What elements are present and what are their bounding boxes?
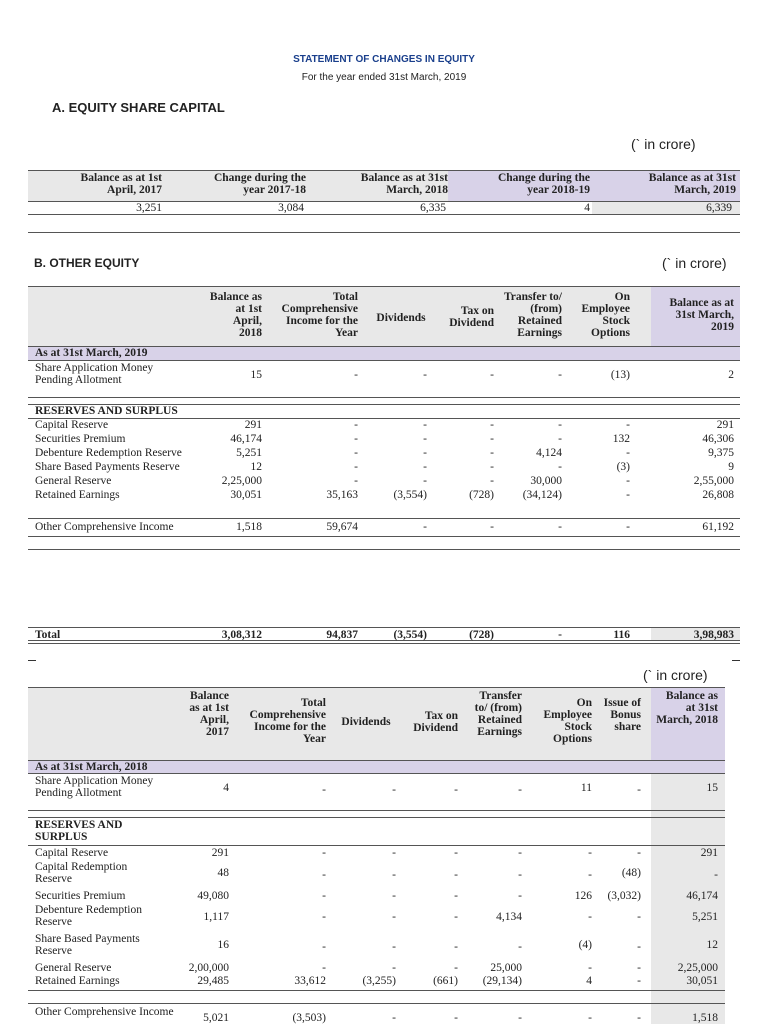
cell: - (322, 784, 326, 796)
cell: - (626, 521, 630, 533)
cell: - (454, 890, 458, 902)
divider (28, 549, 740, 550)
section-b-col-header: Balance as at 31st March, 2019 (669, 297, 734, 333)
cell: - (518, 890, 522, 902)
cell: - (637, 941, 641, 953)
cell: 26,808 (702, 489, 734, 501)
total-cell: 3,08,312 (221, 629, 262, 641)
divider (28, 536, 740, 537)
row-label: General Reserve (35, 475, 112, 487)
total-cell: - (558, 629, 562, 641)
cell: 9 (728, 461, 734, 473)
cell: - (626, 447, 630, 459)
section-c-col-header: On Employee Stock Options (543, 697, 592, 745)
divider (28, 990, 725, 991)
cell: - (392, 962, 396, 974)
cell: 11 (580, 782, 592, 794)
section-a-col-header: Balance as at 31st March, 2019 (648, 172, 736, 196)
divider (28, 518, 740, 519)
cell: 49,080 (197, 890, 229, 902)
cell: 4 (223, 782, 229, 794)
cell: - (354, 433, 358, 445)
cell: 30,051 (686, 975, 718, 987)
cell: (3,032) (607, 890, 641, 902)
page-mark (732, 660, 740, 661)
section-c-period-label: As at 31st March, 2018 (35, 761, 148, 773)
row-label: Share Application Money Pending Allotment (35, 775, 154, 799)
row-label: Share Based Payments Reserve (35, 461, 180, 473)
cell: - (392, 941, 396, 953)
section-b-col-header: On Employee Stock Options (581, 291, 630, 339)
cell: (3,554) (393, 489, 427, 501)
section-c-col-header: Transfer to/ (from) Retained Earnings (474, 690, 522, 738)
total-divider (28, 627, 740, 628)
cell: - (423, 433, 427, 445)
divider (28, 232, 740, 233)
cell: - (637, 784, 641, 796)
row-label: Other Comprehensive Income (35, 521, 174, 533)
total-cell: 3,98,983 (693, 629, 734, 641)
cell: 1,518 (236, 521, 262, 533)
cell: - (423, 475, 427, 487)
section-b-col-header: Total Comprehensive Income for the Year (281, 291, 358, 339)
cell: - (354, 419, 358, 431)
cell: - (588, 962, 592, 974)
cell: 12 (706, 939, 718, 951)
cell: - (454, 847, 458, 859)
section-b-reserves-label: RESERVES AND SURPLUS (35, 405, 178, 417)
cell: 5,251 (236, 447, 262, 459)
cell: - (490, 369, 494, 381)
cell: (3,255) (362, 975, 396, 987)
cell: 2,25,000 (221, 475, 262, 487)
cell: - (454, 1012, 458, 1024)
divider (28, 810, 725, 811)
divider (28, 397, 740, 398)
cell: - (490, 475, 494, 487)
cell: 2,25,000 (677, 962, 718, 974)
section-a-value: 4 (584, 202, 590, 214)
cell: 4,124 (536, 447, 562, 459)
section-c-col-header: Balance as at 1st April, 2017 (189, 690, 229, 738)
cell: (29,134) (482, 975, 522, 987)
cell: - (637, 1012, 641, 1024)
cell: 59,674 (326, 521, 358, 533)
divider (28, 1003, 725, 1004)
cell: 291 (244, 419, 262, 431)
cell: 1,117 (203, 911, 229, 923)
cell: - (490, 461, 494, 473)
row-label: Other Comprehensive Income (35, 1006, 174, 1018)
cell: - (490, 433, 494, 445)
cell: - (392, 911, 396, 923)
cell: - (392, 1012, 396, 1024)
row-label: Capital Reserve (35, 847, 109, 859)
divider (28, 214, 740, 215)
cell: - (518, 847, 522, 859)
row-label: Debenture Redemption Reserve (35, 447, 182, 459)
section-b-period-label: As at 31st March, 2019 (35, 347, 148, 359)
cell: 132 (612, 433, 630, 445)
row-label: Share Application Money Pending Allotment (35, 362, 154, 386)
unit-label-a: (` in crore) (631, 136, 696, 152)
cell: 12 (250, 461, 262, 473)
cell: - (626, 489, 630, 501)
cell: (728) (469, 489, 494, 501)
divider (28, 360, 740, 361)
section-a-col-header: Change during the year 2018-19 (497, 172, 590, 196)
cell: 30,051 (230, 489, 262, 501)
cell: - (490, 419, 494, 431)
row-label: Capital Reserve (35, 419, 109, 431)
cell: - (354, 369, 358, 381)
cell: - (454, 911, 458, 923)
cell: - (558, 433, 562, 445)
cell: - (423, 447, 427, 459)
total-cell: 116 (613, 629, 630, 641)
cell: - (423, 461, 427, 473)
cell: - (588, 1012, 592, 1024)
cell: - (354, 475, 358, 487)
cell: - (322, 911, 326, 923)
section-b-col-header: Balance as at 1st April, 2018 (209, 291, 262, 339)
cell: (3,503) (292, 1012, 326, 1024)
cell: 33,612 (294, 975, 326, 987)
cell: 5,021 (203, 1012, 229, 1024)
cell: - (322, 847, 326, 859)
section-a-value: 6,335 (420, 202, 446, 214)
page-mark (28, 660, 36, 661)
cell: - (454, 941, 458, 953)
cell: - (354, 447, 358, 459)
divider (28, 845, 725, 846)
total-divider (28, 643, 740, 644)
cell: - (637, 847, 641, 859)
divider (28, 170, 740, 171)
divider (28, 286, 740, 287)
row-label: Securities Premium (35, 890, 126, 902)
cell: 2 (728, 369, 734, 381)
section-c-col-header: Dividends (341, 716, 391, 728)
cell: 61,192 (702, 521, 734, 533)
cell: 1,518 (692, 1012, 718, 1024)
total-cell: (728) (469, 629, 494, 641)
cell: - (392, 847, 396, 859)
cell: - (392, 869, 396, 881)
cell: - (518, 869, 522, 881)
cell: - (626, 475, 630, 487)
section-c-col-header: Total Comprehensive Income for the Year (249, 697, 326, 745)
cell: - (637, 962, 641, 974)
cell: - (454, 962, 458, 974)
cell: - (558, 461, 562, 473)
cell: (661) (433, 975, 458, 987)
cell: - (392, 890, 396, 902)
cell: 2,55,000 (693, 475, 734, 487)
cell: - (637, 911, 641, 923)
cell: - (558, 419, 562, 431)
unit-label-b: (` in crore) (662, 255, 727, 271)
section-c-col-header: Issue of Bonus share (603, 697, 641, 733)
cell: 4 (586, 975, 592, 987)
row-label: Debenture Redemption Reserve (35, 904, 142, 928)
section-a-col-header: Balance as at 31st March, 2018 (360, 172, 448, 196)
row-label: Share Based Payments Reserve (35, 933, 140, 957)
section-c-reserves-label: RESERVES AND SURPLUS (35, 819, 123, 843)
cell: 9,375 (708, 447, 734, 459)
cell: 15 (250, 369, 262, 381)
section-a-value: 3,084 (278, 202, 304, 214)
cell: - (423, 419, 427, 431)
cell: (13) (610, 369, 630, 381)
cell: - (588, 911, 592, 923)
cell: - (354, 461, 358, 473)
cell: - (588, 847, 592, 859)
cell: 291 (700, 847, 718, 859)
total-cell: (3,554) (393, 629, 427, 641)
section-b-col-header: Dividends (376, 312, 426, 324)
section-b-col-header: Tax on Dividend (449, 305, 494, 329)
cell: - (558, 521, 562, 533)
divider (28, 773, 725, 774)
cell: - (322, 962, 326, 974)
section-a-col-header: Balance as at 1st April, 2017 (80, 172, 162, 196)
row-label: Retained Earnings (35, 975, 120, 987)
divider (28, 817, 725, 818)
cell: - (322, 941, 326, 953)
cell: 35,163 (326, 489, 358, 501)
cell: (48) (621, 867, 641, 879)
cell: (34,124) (522, 489, 562, 501)
cell: - (518, 941, 522, 953)
section-c-col-header: Tax on Dividend (413, 710, 458, 734)
cell: - (558, 369, 562, 381)
cell: 46,174 (686, 890, 718, 902)
cell: 4,134 (496, 911, 522, 923)
row-label: General Reserve (35, 962, 112, 974)
row-label: Capital Redemption Reserve (35, 861, 128, 885)
cell: 15 (706, 782, 718, 794)
cell: 25,000 (490, 962, 522, 974)
cell: - (423, 521, 427, 533)
page-title: STATEMENT OF CHANGES IN EQUITY (293, 54, 475, 65)
cell: 48 (217, 867, 229, 879)
cell: (3) (616, 461, 630, 473)
section-a-col-header: Change during the year 2017-18 (213, 172, 306, 196)
cell: - (518, 1012, 522, 1024)
page-subtitle: For the year ended 31st March, 2019 (301, 72, 467, 83)
section-a-heading: A. EQUITY SHARE CAPITAL (52, 100, 225, 115)
section-a-value: 6,339 (706, 202, 732, 214)
cell: - (423, 369, 427, 381)
section-a-value: 3,251 (136, 202, 162, 214)
cell: 291 (716, 419, 734, 431)
cell: - (490, 521, 494, 533)
cell: (4) (578, 939, 592, 951)
cell: - (518, 784, 522, 796)
cell: 126 (574, 890, 592, 902)
row-label: Securities Premium (35, 433, 126, 445)
cell: - (714, 869, 718, 881)
cell: - (392, 784, 396, 796)
cell: - (454, 869, 458, 881)
divider (28, 687, 725, 688)
cell: 5,251 (692, 911, 718, 923)
cell: 46,174 (230, 433, 262, 445)
cell: - (588, 869, 592, 881)
total-label: Total (35, 629, 61, 641)
cell: - (490, 447, 494, 459)
section-b-col-header: Transfer to/ (from) Retained Earnings (503, 291, 562, 339)
cell: 30,000 (530, 475, 562, 487)
cell: 291 (211, 847, 229, 859)
cell: 46,306 (702, 433, 734, 445)
cell: 29,485 (197, 975, 229, 987)
cell: - (322, 869, 326, 881)
cell: - (322, 890, 326, 902)
cell: - (454, 784, 458, 796)
cell: 16 (217, 939, 229, 951)
total-cell: 94,837 (326, 629, 358, 641)
cell: 2,00,000 (188, 962, 229, 974)
cell: - (626, 419, 630, 431)
section-b-heading: B. OTHER EQUITY (34, 256, 140, 270)
cell: - (637, 975, 641, 987)
section-c-col-header: Balance as at 31st March, 2018 (656, 690, 718, 726)
unit-label-c: (` in crore) (643, 667, 708, 683)
row-label: Retained Earnings (35, 489, 120, 501)
